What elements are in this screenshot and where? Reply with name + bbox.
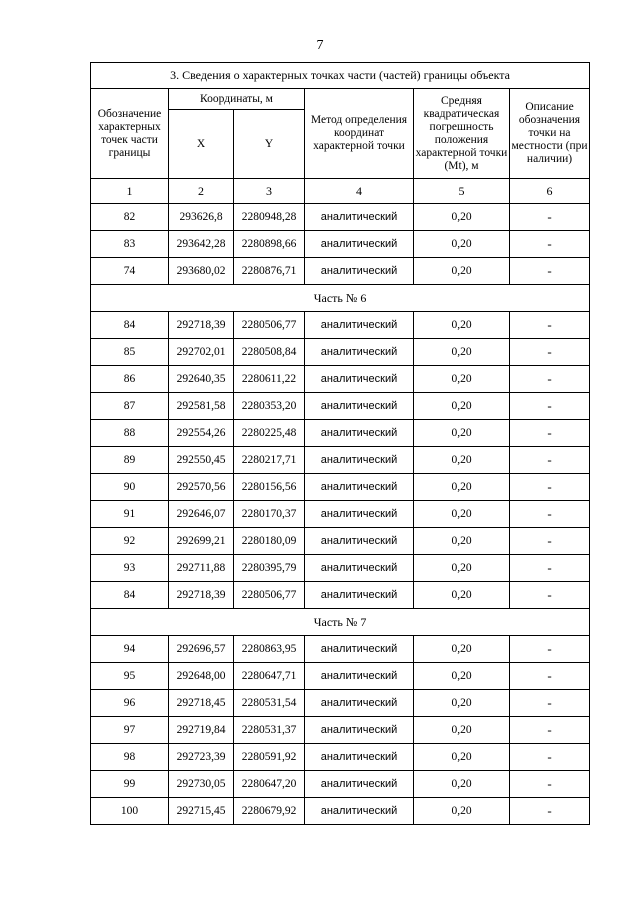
- method-cell: аналитический: [305, 771, 414, 798]
- y-coordinate-cell: 2280180,09: [234, 528, 305, 555]
- column-number: 5: [414, 179, 510, 204]
- x-coordinate-cell: 292711,88: [169, 555, 234, 582]
- description-cell: -: [510, 501, 590, 528]
- description-cell: -: [510, 663, 590, 690]
- x-coordinate-cell: 293680,02: [169, 258, 234, 285]
- x-coordinate-cell: 292718,39: [169, 582, 234, 609]
- column-number: 4: [305, 179, 414, 204]
- method-cell: аналитический: [305, 231, 414, 258]
- table-row: [91, 204, 590, 231]
- point-number-cell: 100: [91, 798, 169, 825]
- header-y: Y: [234, 110, 305, 179]
- point-number-cell: 92: [91, 528, 169, 555]
- table-row: [91, 339, 590, 366]
- description-cell: -: [510, 312, 590, 339]
- table-row: [91, 258, 590, 285]
- point-number-cell: 94: [91, 636, 169, 663]
- error-cell: 0,20: [414, 204, 510, 231]
- table-body: [91, 204, 590, 825]
- point-number-cell: 87: [91, 393, 169, 420]
- table-row: [91, 636, 590, 663]
- point-number-cell: 74: [91, 258, 169, 285]
- part-heading-row: [91, 285, 590, 312]
- description-cell: -: [510, 366, 590, 393]
- column-number: 1: [91, 179, 169, 204]
- x-coordinate-cell: 292554,26: [169, 420, 234, 447]
- table-row: [91, 366, 590, 393]
- error-cell: 0,20: [414, 339, 510, 366]
- y-coordinate-cell: 2280876,71: [234, 258, 305, 285]
- table-row: [91, 312, 590, 339]
- x-coordinate-cell: 292718,39: [169, 312, 234, 339]
- method-cell: аналитический: [305, 663, 414, 690]
- y-coordinate-cell: 2280170,37: [234, 501, 305, 528]
- error-cell: 0,20: [414, 474, 510, 501]
- table-row: [91, 231, 590, 258]
- description-cell: -: [510, 555, 590, 582]
- error-cell: 0,20: [414, 501, 510, 528]
- error-cell: 0,20: [414, 231, 510, 258]
- description-cell: -: [510, 204, 590, 231]
- table-row: [91, 717, 590, 744]
- y-coordinate-cell: 2280647,20: [234, 771, 305, 798]
- x-coordinate-cell: 292718,45: [169, 690, 234, 717]
- error-cell: 0,20: [414, 798, 510, 825]
- y-coordinate-cell: 2280611,22: [234, 366, 305, 393]
- point-number-cell: 89: [91, 447, 169, 474]
- description-cell: -: [510, 798, 590, 825]
- error-cell: 0,20: [414, 717, 510, 744]
- boundary-points-table: [90, 62, 590, 825]
- method-cell: аналитический: [305, 420, 414, 447]
- y-coordinate-cell: 2280679,92: [234, 798, 305, 825]
- error-cell: 0,20: [414, 555, 510, 582]
- method-cell: аналитический: [305, 744, 414, 771]
- method-cell: аналитический: [305, 447, 414, 474]
- method-cell: аналитический: [305, 717, 414, 744]
- error-cell: 0,20: [414, 771, 510, 798]
- point-number-cell: 97: [91, 717, 169, 744]
- method-cell: аналитический: [305, 690, 414, 717]
- x-coordinate-cell: 292581,58: [169, 393, 234, 420]
- y-coordinate-cell: 2280395,79: [234, 555, 305, 582]
- point-number-cell: 82: [91, 204, 169, 231]
- point-number-cell: 95: [91, 663, 169, 690]
- header-description: Описание обозначения точки на местности (при наличии): [510, 89, 590, 179]
- table-row: [91, 690, 590, 717]
- x-coordinate-cell: 293642,28: [169, 231, 234, 258]
- x-coordinate-cell: 292715,45: [169, 798, 234, 825]
- error-cell: 0,20: [414, 420, 510, 447]
- method-cell: аналитический: [305, 501, 414, 528]
- part-heading: Часть № 6: [91, 285, 590, 312]
- y-coordinate-cell: 2280531,54: [234, 690, 305, 717]
- column-number: 3: [234, 179, 305, 204]
- y-coordinate-cell: 2280506,77: [234, 582, 305, 609]
- x-coordinate-cell: 292702,01: [169, 339, 234, 366]
- description-cell: -: [510, 420, 590, 447]
- table-row: [91, 474, 590, 501]
- table-row: [91, 393, 590, 420]
- y-coordinate-cell: 2280506,77: [234, 312, 305, 339]
- x-coordinate-cell: 292723,39: [169, 744, 234, 771]
- column-numbers-row: [91, 179, 590, 204]
- section-title: 3. Сведения о характерных точках части (частей) границы объекта: [91, 63, 590, 89]
- table-row: [91, 528, 590, 555]
- method-cell: аналитический: [305, 636, 414, 663]
- description-cell: -: [510, 258, 590, 285]
- method-cell: аналитический: [305, 312, 414, 339]
- description-cell: -: [510, 231, 590, 258]
- point-number-cell: 88: [91, 420, 169, 447]
- part-heading: Часть № 7: [91, 609, 590, 636]
- error-cell: 0,20: [414, 366, 510, 393]
- y-coordinate-cell: 2280647,71: [234, 663, 305, 690]
- error-cell: 0,20: [414, 636, 510, 663]
- y-coordinate-cell: 2280156,56: [234, 474, 305, 501]
- table-row: [91, 798, 590, 825]
- point-number-cell: 84: [91, 312, 169, 339]
- y-coordinate-cell: 2280217,71: [234, 447, 305, 474]
- table-row: [91, 420, 590, 447]
- method-cell: аналитический: [305, 798, 414, 825]
- table-row: [91, 744, 590, 771]
- y-coordinate-cell: 2280948,28: [234, 204, 305, 231]
- method-cell: аналитический: [305, 339, 414, 366]
- description-cell: -: [510, 393, 590, 420]
- table-row: [91, 447, 590, 474]
- x-coordinate-cell: 292699,21: [169, 528, 234, 555]
- table-row: [91, 663, 590, 690]
- method-cell: аналитический: [305, 555, 414, 582]
- error-cell: 0,20: [414, 582, 510, 609]
- description-cell: -: [510, 771, 590, 798]
- error-cell: 0,20: [414, 258, 510, 285]
- header-method: Метод определения координат характерной точки: [305, 89, 414, 179]
- y-coordinate-cell: 2280863,95: [234, 636, 305, 663]
- table-row: [91, 582, 590, 609]
- error-cell: 0,20: [414, 744, 510, 771]
- y-coordinate-cell: 2280225,48: [234, 420, 305, 447]
- x-coordinate-cell: 292640,35: [169, 366, 234, 393]
- point-number-cell: 99: [91, 771, 169, 798]
- method-cell: аналитический: [305, 474, 414, 501]
- point-number-cell: 83: [91, 231, 169, 258]
- point-number-cell: 91: [91, 501, 169, 528]
- point-number-cell: 86: [91, 366, 169, 393]
- description-cell: -: [510, 690, 590, 717]
- method-cell: аналитический: [305, 366, 414, 393]
- y-coordinate-cell: 2280353,20: [234, 393, 305, 420]
- x-coordinate-cell: 292648,00: [169, 663, 234, 690]
- page-number: 7: [316, 38, 324, 53]
- x-coordinate-cell: 292570,56: [169, 474, 234, 501]
- table-row: [91, 555, 590, 582]
- y-coordinate-cell: 2280531,37: [234, 717, 305, 744]
- description-cell: -: [510, 447, 590, 474]
- point-number-cell: 84: [91, 582, 169, 609]
- header-coordinates: Координаты, м: [169, 89, 305, 110]
- point-number-cell: 90: [91, 474, 169, 501]
- x-coordinate-cell: 292550,45: [169, 447, 234, 474]
- x-coordinate-cell: 292646,07: [169, 501, 234, 528]
- part-heading-row: [91, 609, 590, 636]
- error-cell: 0,20: [414, 312, 510, 339]
- method-cell: аналитический: [305, 393, 414, 420]
- error-cell: 0,20: [414, 447, 510, 474]
- column-number: 6: [510, 179, 590, 204]
- table-row: [91, 771, 590, 798]
- y-coordinate-cell: 2280508,84: [234, 339, 305, 366]
- point-number-cell: 85: [91, 339, 169, 366]
- error-cell: 0,20: [414, 690, 510, 717]
- description-cell: -: [510, 744, 590, 771]
- y-coordinate-cell: 2280898,66: [234, 231, 305, 258]
- y-coordinate-cell: 2280591,92: [234, 744, 305, 771]
- error-cell: 0,20: [414, 663, 510, 690]
- description-cell: -: [510, 474, 590, 501]
- x-coordinate-cell: 292719,84: [169, 717, 234, 744]
- point-number-cell: 98: [91, 744, 169, 771]
- table-row: [91, 501, 590, 528]
- description-cell: -: [510, 717, 590, 744]
- method-cell: аналитический: [305, 258, 414, 285]
- header-error: Средняя квадратическая погрешность положения характерной точки (Mt), м: [414, 89, 510, 179]
- description-cell: -: [510, 528, 590, 555]
- method-cell: аналитический: [305, 204, 414, 231]
- header-designation: Обозначение характерных точек части границы: [91, 89, 169, 179]
- x-coordinate-cell: 292730,05: [169, 771, 234, 798]
- column-number: 2: [169, 179, 234, 204]
- description-cell: -: [510, 582, 590, 609]
- header-x: X: [169, 110, 234, 179]
- error-cell: 0,20: [414, 528, 510, 555]
- method-cell: аналитический: [305, 582, 414, 609]
- x-coordinate-cell: 292696,57: [169, 636, 234, 663]
- error-cell: 0,20: [414, 393, 510, 420]
- description-cell: -: [510, 636, 590, 663]
- point-number-cell: 93: [91, 555, 169, 582]
- x-coordinate-cell: 293626,8: [169, 204, 234, 231]
- method-cell: аналитический: [305, 528, 414, 555]
- point-number-cell: 96: [91, 690, 169, 717]
- description-cell: -: [510, 339, 590, 366]
